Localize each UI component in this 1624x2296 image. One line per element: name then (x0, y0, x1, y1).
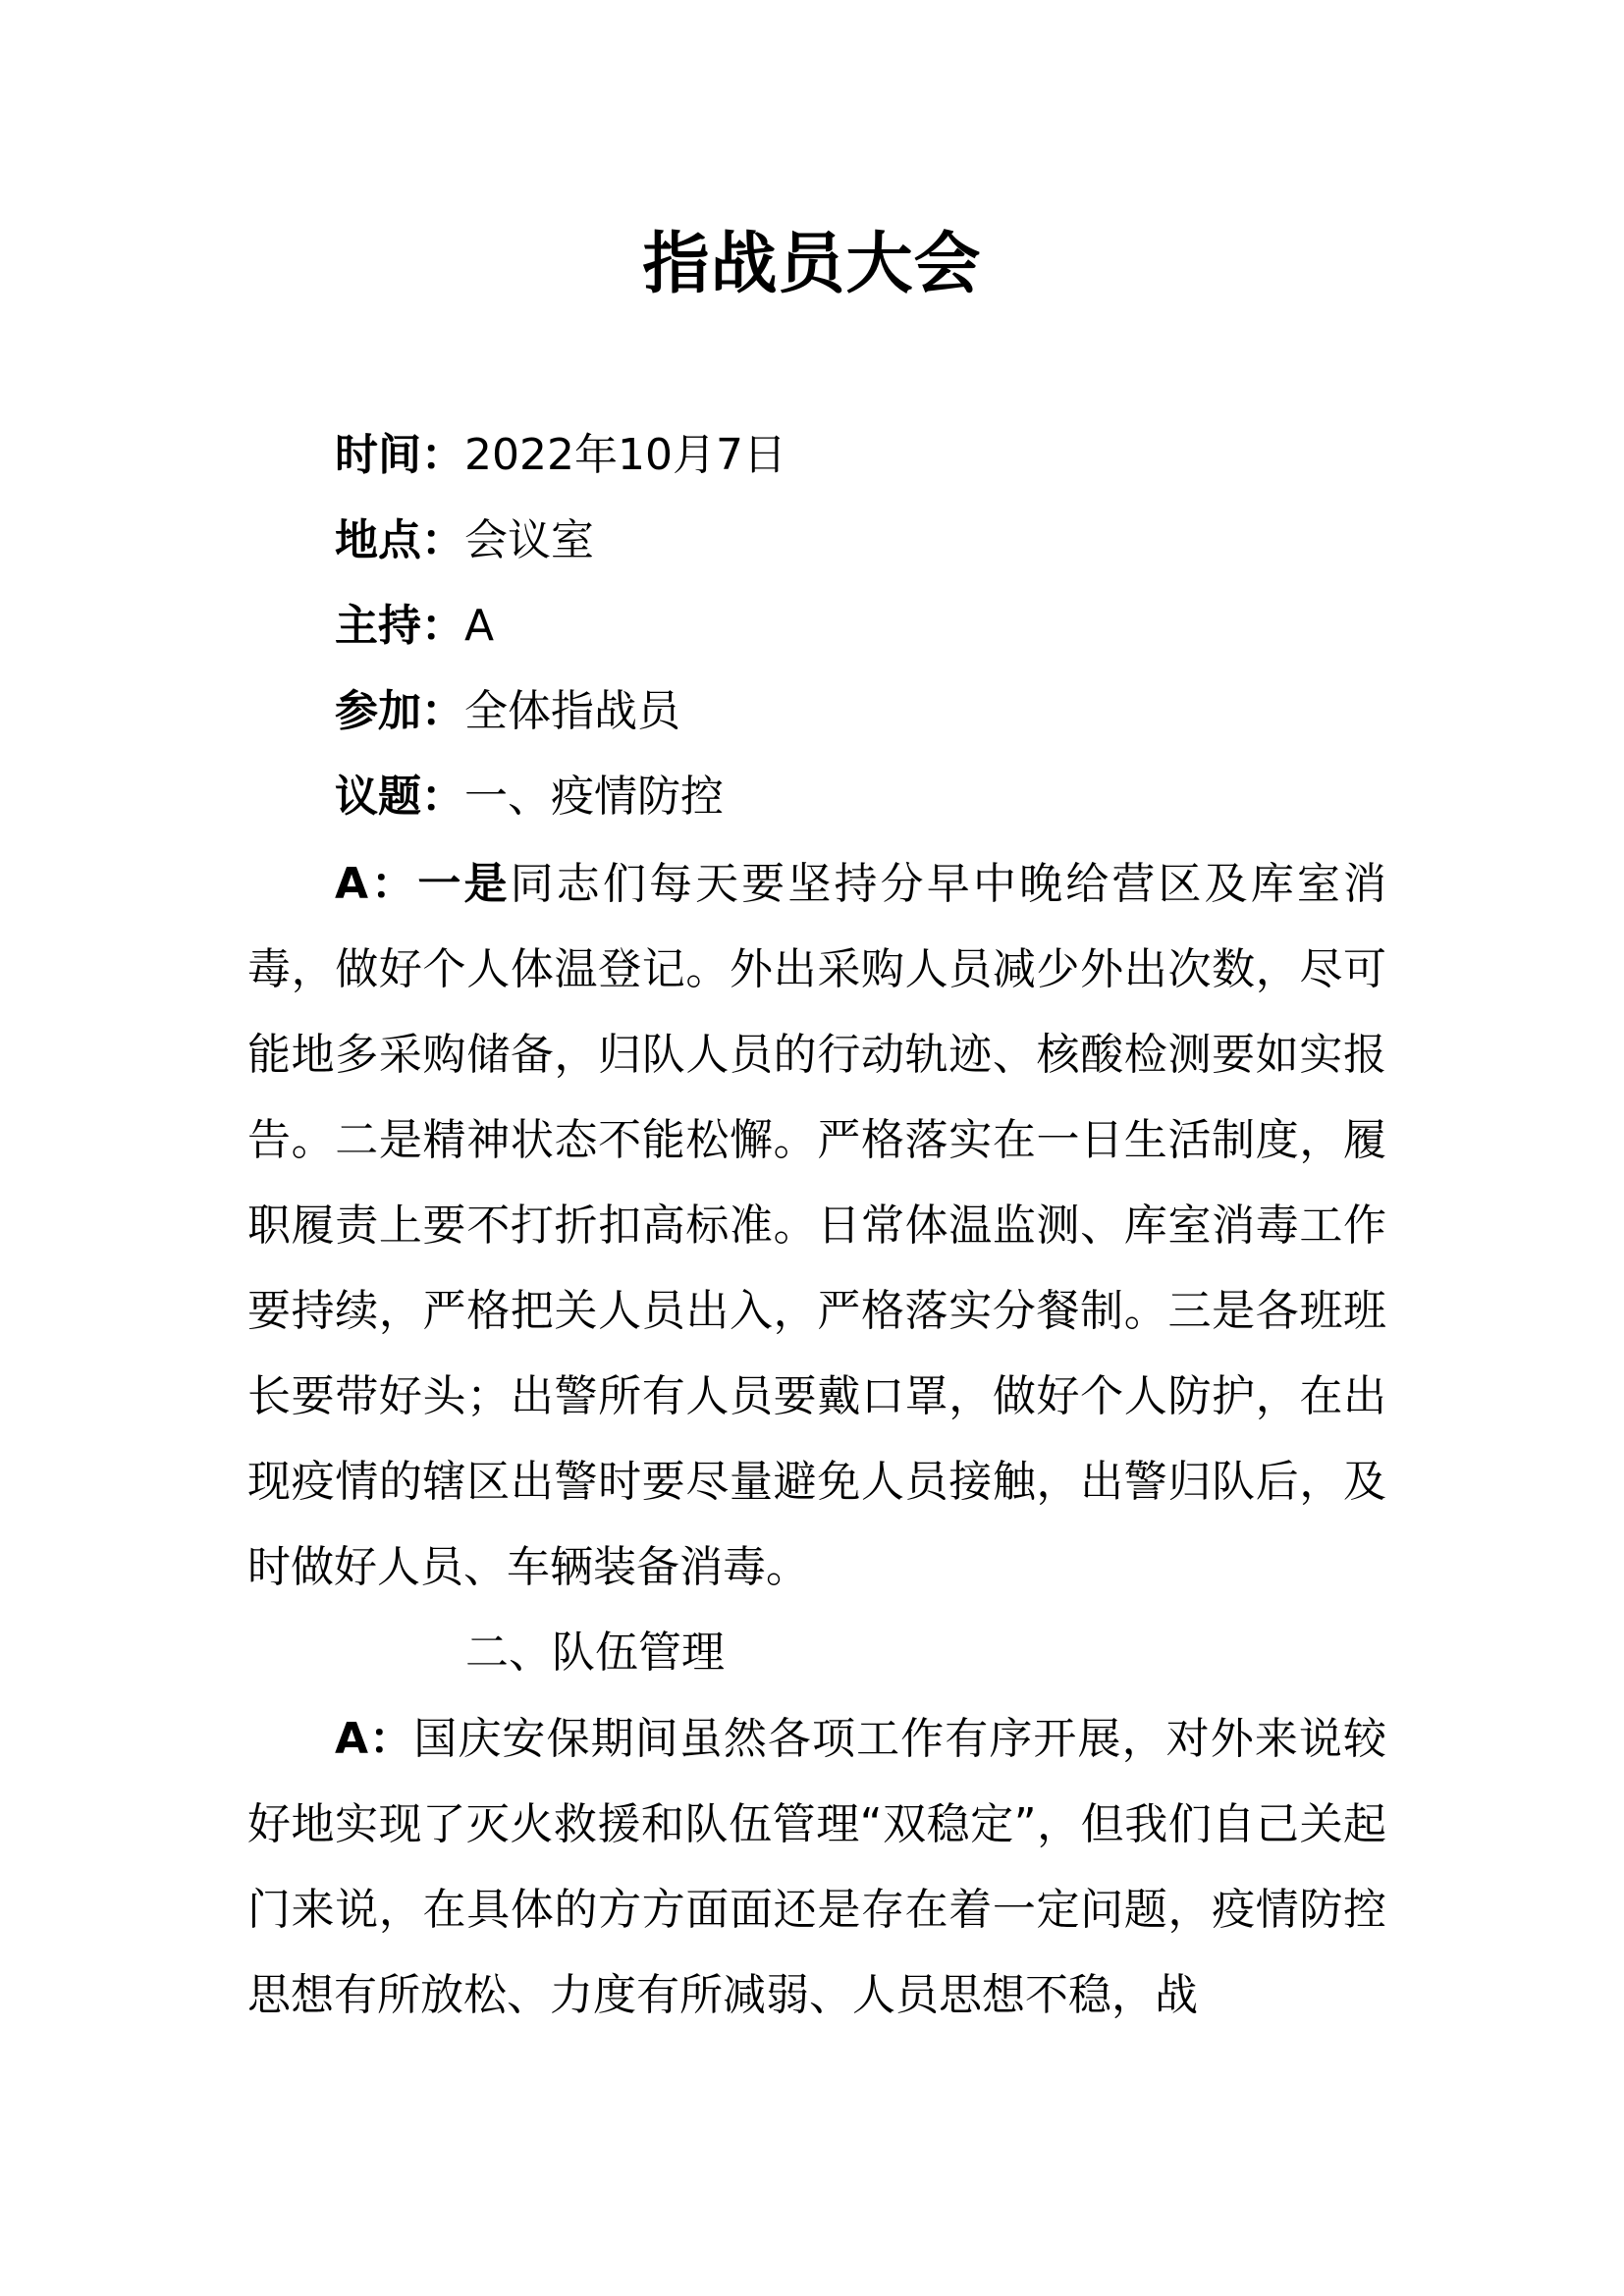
document-title: 指战员大会 (642, 226, 982, 303)
meta-location (335, 498, 786, 583)
speaker-label: A： (335, 1714, 414, 1764)
meta-topic-label: 议题： (335, 772, 464, 822)
meta-time (335, 412, 786, 498)
meta-host (335, 583, 786, 668)
meta-attendees (335, 668, 786, 754)
lead-phrase: 一是 (417, 859, 511, 909)
meta-host-label: 主持： (335, 601, 464, 651)
section-heading-team-management: 二、队伍管理 (465, 1628, 725, 1678)
meta-topic (335, 754, 786, 839)
meta-time-label: 时间： (335, 430, 464, 480)
meta-host-value: A (464, 601, 495, 651)
meta-topic-value: 一、疫情防控 (464, 772, 724, 822)
meeting-info (335, 412, 786, 839)
meta-location-value: 会议室 (464, 515, 594, 565)
paragraph-epidemic-control (247, 841, 1386, 1610)
speaker-label: A： (335, 859, 418, 909)
paragraph-team-management (247, 1696, 1386, 2038)
paragraph-text: 国庆安保期间虽然各项工作有序开展，对外来说较好地实现了灭火救援和队伍管理“双稳定”，但我们自己关起门来说，在具体的方方面面还是存在着一定问题，疫情防控思想有所放松、力度有所减弱、人员思想不稳，战 (247, 1714, 1387, 2020)
meta-location-label: 地点： (335, 515, 464, 565)
paragraph-text: 同志们每天要坚持分早中晚给营区及库室消毒，做好个人体温登记。外出采购人员减少外出次数，尽可能地多采购储备，归队人员的行动轨迹、核酸检测要如实报告。二是精神状态不能松懈。严格落实在一日生活制度，履职履责上要不打折扣高标准。日常体温监测、库室消毒工作要持续，严格把关人员出入，严格落实分餐制。三是各班班长要带好头；出警所有人员要戴口罩，做好个人防护，在出现疫情的辖区出警时要尽量避免人员接触，出警归队后，及时做好人员、车辆装备消毒。 (247, 859, 1387, 1592)
meta-attendees-label: 参加： (335, 686, 464, 736)
meta-time-value: 2022年10月7日 (464, 430, 786, 480)
meta-attendees-value: 全体指战员 (464, 686, 680, 736)
